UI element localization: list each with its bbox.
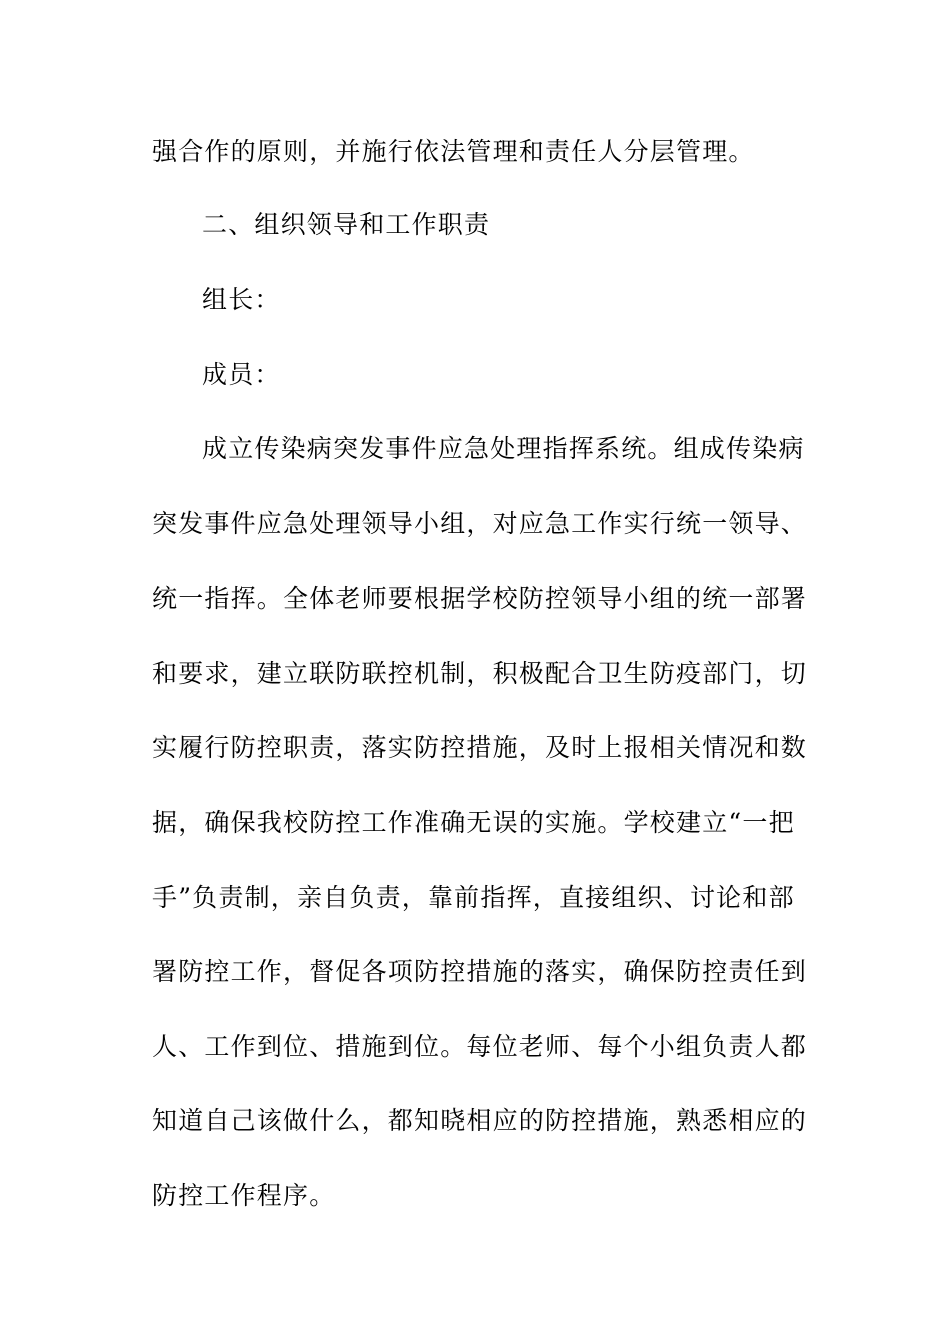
team-leader-label: 组长： <box>202 285 281 314</box>
line-text: 署防控工作，督促各项防控措施的落实，确保防控责任到 <box>152 957 808 986</box>
team-members-label: 成员： <box>202 360 281 389</box>
paragraph-line <box>0 579 950 619</box>
line-text: 突发事件应急处理领导小组，对应急工作实行统一领导、 <box>152 509 808 538</box>
line-text: 成立传染病突发事件应急处理指挥系统。组成传染病 <box>202 434 805 463</box>
line-text: 和要求，建立联防联控机制，积极配合卫生防疫部门，切 <box>152 659 808 688</box>
section-heading <box>0 205 950 245</box>
line-text: 统一指挥。全体老师要根据学校防控领导小组的统一部署 <box>152 584 808 613</box>
section-heading-text: 二、组织领导和工作职责 <box>202 210 491 239</box>
paragraph-line <box>0 878 950 918</box>
line-text: 防控工作程序。 <box>152 1181 336 1210</box>
paragraph-line <box>0 654 950 694</box>
paragraph-line <box>0 132 950 172</box>
line-text: 知道自己该做什么，都知晓相应的防控措施，熟悉相应的 <box>152 1106 808 1135</box>
paragraph-line <box>0 803 950 843</box>
line-text: 实履行防控职责，落实防控措施，及时上报相关情况和数 <box>152 733 808 762</box>
paragraph-line <box>0 952 950 992</box>
paragraph-line <box>0 504 950 544</box>
paragraph-line <box>0 1101 950 1141</box>
paragraph-line <box>0 429 950 469</box>
line-text: 人、工作到位、措施到位。每位老师、每个小组负责人都 <box>152 1032 808 1061</box>
paragraph-line <box>0 1027 950 1067</box>
team-leader-line <box>0 280 950 320</box>
line-text: 强合作的原则，并施行依法管理和责任人分层管理。 <box>152 137 755 166</box>
team-members-line <box>0 355 950 395</box>
line-text: 据，确保我校防控工作准确无误的实施。学校建立“一把 <box>152 808 795 837</box>
line-text: 手”负责制，亲自负责，靠前指挥，直接组织、讨论和部 <box>152 883 795 912</box>
paragraph-line <box>0 728 950 768</box>
paragraph-line <box>0 1176 950 1216</box>
